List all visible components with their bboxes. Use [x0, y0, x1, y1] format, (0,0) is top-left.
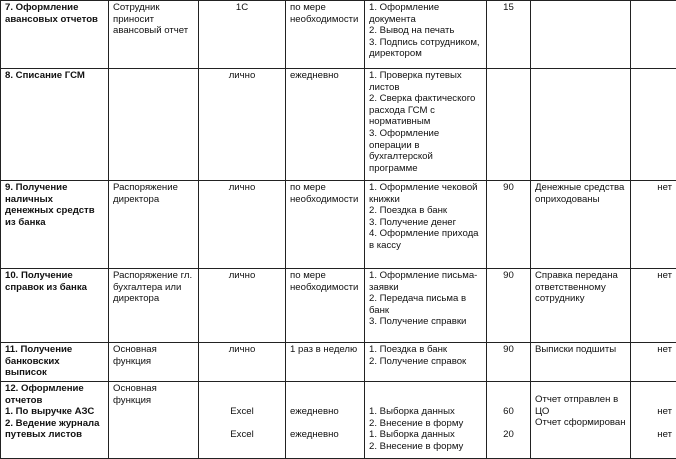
table-row: [1, 343, 676, 382]
process-frequency: 1 раз в неделю: [286, 343, 365, 382]
process-subitem: 2. Ведение журнала путевых листов: [5, 418, 104, 441]
table-row: [1, 269, 676, 343]
process-result: [531, 1, 631, 69]
process-frequency: [286, 382, 365, 459]
step: 3. Оформление операции в бухгалтерской программе: [369, 128, 482, 174]
process-method: [199, 382, 286, 459]
process-basis: Распоряжение директора: [109, 181, 199, 269]
process-frequency: ежедневно: [286, 69, 365, 181]
process-basis: Распоряжение гл. бухгалтера или директора: [109, 269, 199, 343]
process-steps: [365, 69, 487, 181]
process-frequency: по мере необходимости: [286, 269, 365, 343]
step: 1. Выборка данных: [369, 429, 482, 441]
process-method: лично: [199, 343, 286, 382]
process-method: лично: [199, 269, 286, 343]
process-method: лично: [199, 181, 286, 269]
minutes-value: 60: [491, 406, 526, 418]
method-value: Excel: [203, 406, 281, 418]
process-minutes: 90: [487, 343, 531, 382]
method-value: Excel: [203, 429, 281, 441]
process-minutes: [487, 382, 531, 459]
process-result: Справка передана ответственному сотруднику: [531, 269, 631, 343]
process-basis: Сотрудник приносит авансовый отчет: [109, 1, 199, 69]
process-steps: [365, 382, 487, 459]
process-basis: [109, 69, 199, 181]
step: 3. Подпись сотрудником, директором: [369, 37, 482, 60]
step: 1. Оформление чековой книжки: [369, 182, 482, 205]
frequency-value: ежедневно: [290, 406, 360, 418]
process-control: нет: [631, 181, 676, 269]
process-steps: [365, 1, 487, 69]
step: 2. Поездка в банк: [369, 205, 482, 217]
step: 4. Оформление прихода в кассу: [369, 228, 482, 251]
process-minutes: 90: [487, 269, 531, 343]
process-name: 10. Получение справок из банка: [1, 269, 109, 343]
step: 3. Получение справки: [369, 316, 482, 328]
process-name: 11. Получение банковских выписок: [1, 343, 109, 382]
step: 2. Сверка фактического расхода ГСМ с нормативным: [369, 93, 482, 128]
process-subitem: 1. По выручке АЗС: [5, 406, 104, 418]
step: 2. Передача письма в банк: [369, 293, 482, 316]
process-name: 7. Оформление авансовых отчетов: [1, 1, 109, 69]
process-control: [631, 382, 676, 459]
process-title: 12. Оформление отчетов: [5, 383, 104, 406]
step: 3. Получение денег: [369, 217, 482, 229]
process-name: 9. Получение наличных денежных средств из банка: [1, 181, 109, 269]
process-control: нет: [631, 343, 676, 382]
table-row: [1, 181, 676, 269]
step: 2. Вывод на печать: [369, 25, 482, 37]
process-minutes: 90: [487, 181, 531, 269]
control-value: нет: [635, 429, 672, 441]
step: 1. Оформление письма-заявки: [369, 270, 482, 293]
step: 2. Внесение в форму: [369, 441, 482, 453]
process-frequency: по мере необходимости: [286, 1, 365, 69]
process-result: [531, 382, 631, 459]
step: 2. Получение справок: [369, 356, 482, 368]
step: 1. Оформление документа: [369, 2, 482, 25]
process-basis: Основная функция: [109, 382, 199, 459]
process-method: 1С: [199, 1, 286, 69]
process-method: лично: [199, 69, 286, 181]
step: 1. Выборка данных: [369, 406, 482, 418]
frequency-value: ежедневно: [290, 429, 360, 441]
process-minutes: 15: [487, 1, 531, 69]
process-result: Денежные средства оприходованы: [531, 181, 631, 269]
control-value: нет: [635, 406, 672, 418]
minutes-value: 20: [491, 429, 526, 441]
process-frequency: по мере необходимости: [286, 181, 365, 269]
table-row: [1, 1, 676, 69]
process-minutes: [487, 69, 531, 181]
step: 2. Внесение в форму: [369, 418, 482, 430]
process-basis: Основная функция: [109, 343, 199, 382]
result-value: Отчет отправлен в ЦО: [535, 394, 626, 417]
process-steps: [365, 269, 487, 343]
process-name: 8. Списание ГСМ: [1, 69, 109, 181]
process-steps: [365, 181, 487, 269]
process-control: нет: [631, 269, 676, 343]
step: 1. Проверка путевых листов: [369, 70, 482, 93]
process-result: Выписки подшиты: [531, 343, 631, 382]
table-body: [1, 1, 676, 459]
step: 1. Поездка в банк: [369, 344, 482, 356]
process-control: [631, 1, 676, 69]
process-name: [1, 382, 109, 459]
process-result: [531, 69, 631, 181]
process-steps: [365, 343, 487, 382]
process-control: [631, 69, 676, 181]
table-row-reports: [1, 382, 676, 459]
table-row: [1, 69, 676, 181]
result-value: Отчет сформирован: [535, 417, 626, 429]
